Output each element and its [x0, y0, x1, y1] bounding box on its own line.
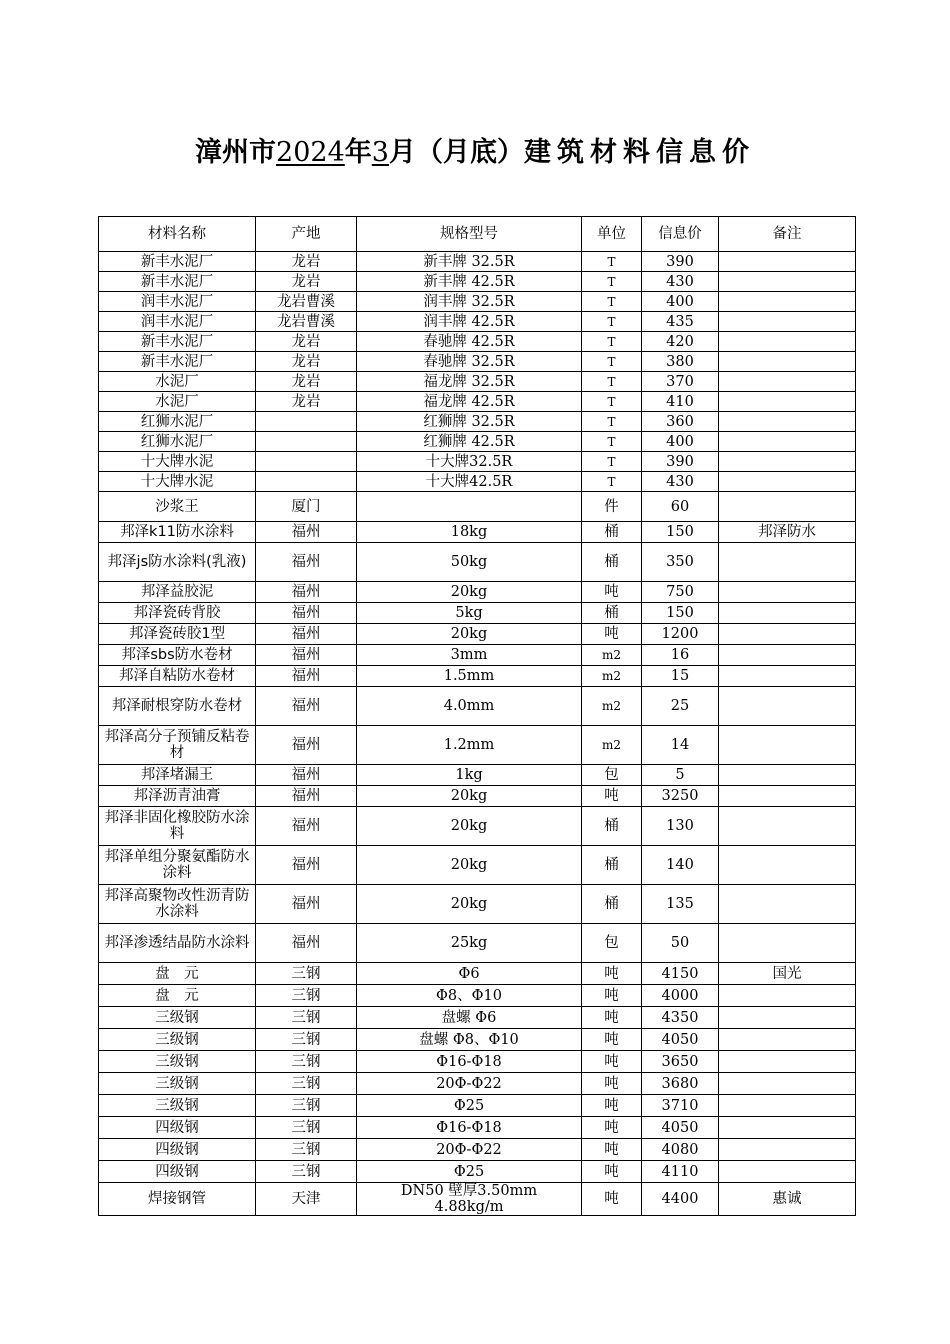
- cell-unit: T: [582, 372, 642, 392]
- cell-unit: 桶: [582, 846, 642, 885]
- cell-note: [719, 726, 856, 765]
- cell-unit: T: [582, 312, 642, 332]
- cell-origin: 龙岩: [256, 372, 357, 392]
- table-row: [99, 645, 856, 666]
- cell-origin: 龙岩: [256, 272, 357, 292]
- cell-price: 4080: [642, 1139, 719, 1161]
- cell-origin: 龙岩曹溪: [256, 292, 357, 312]
- table-row: [99, 492, 856, 522]
- cell-price: 150: [642, 603, 719, 624]
- table-row: [99, 1139, 856, 1161]
- cell-material-name: 新丰水泥厂: [99, 252, 256, 272]
- cell-note: [719, 1051, 856, 1073]
- cell-material-name: 水泥厂: [99, 372, 256, 392]
- cell-spec: Φ8、Φ10: [357, 985, 582, 1007]
- cell-spec: Φ25: [357, 1095, 582, 1117]
- cell-price: 3710: [642, 1095, 719, 1117]
- cell-material-name: 沙浆王: [99, 492, 256, 522]
- cell-origin: 福州: [256, 603, 357, 624]
- table-row: [99, 1007, 856, 1029]
- page-title: [0, 133, 950, 173]
- cell-origin: 三钢: [256, 1095, 357, 1117]
- cell-spec: 红狮牌 32.5R: [357, 412, 582, 432]
- cell-unit: 吨: [582, 985, 642, 1007]
- cell-material-name: 盘 元: [99, 985, 256, 1007]
- cell-origin: 龙岩: [256, 392, 357, 412]
- cell-material-name: 邦泽k11防水涂料: [99, 522, 256, 543]
- cell-unit: m2: [582, 666, 642, 687]
- cell-unit: T: [582, 292, 642, 312]
- cell-material-name: 新丰水泥厂: [99, 352, 256, 372]
- table-row: [99, 472, 856, 492]
- cell-spec: 十大牌42.5R: [357, 472, 582, 492]
- table-row: [99, 1029, 856, 1051]
- cell-spec: 春驰牌 42.5R: [357, 332, 582, 352]
- cell-origin: 福州: [256, 846, 357, 885]
- cell-note: [719, 272, 856, 292]
- cell-spec: DN50 壁厚3.50mm 4.88kg/m: [357, 1183, 582, 1216]
- cell-origin: 三钢: [256, 985, 357, 1007]
- table-row: [99, 292, 856, 312]
- cell-unit: T: [582, 412, 642, 432]
- header-origin: 产地: [256, 217, 357, 252]
- cell-spec: 20kg: [357, 807, 582, 846]
- cell-origin: 天津: [256, 1183, 357, 1216]
- cell-unit: T: [582, 352, 642, 372]
- table-row: [99, 392, 856, 412]
- cell-origin: 龙岩: [256, 332, 357, 352]
- cell-unit: m2: [582, 687, 642, 726]
- cell-price: 360: [642, 412, 719, 432]
- cell-material-name: 润丰水泥厂: [99, 292, 256, 312]
- header-note: 备注: [719, 217, 856, 252]
- cell-price: 435: [642, 312, 719, 332]
- title-year-suffix: 年: [344, 137, 372, 168]
- cell-material-name: 红狮水泥厂: [99, 432, 256, 452]
- cell-note: [719, 765, 856, 786]
- cell-note: [719, 492, 856, 522]
- cell-material-name: 三级钢: [99, 1051, 256, 1073]
- cell-spec: Φ25: [357, 1161, 582, 1183]
- cell-unit: 桶: [582, 543, 642, 582]
- cell-note: [719, 924, 856, 963]
- table-row: [99, 1095, 856, 1117]
- table-row: [99, 272, 856, 292]
- cell-note: [719, 846, 856, 885]
- cell-spec: 20kg: [357, 885, 582, 924]
- cell-unit: 吨: [582, 624, 642, 645]
- cell-unit: m2: [582, 645, 642, 666]
- table-row: [99, 963, 856, 985]
- cell-origin: 三钢: [256, 1073, 357, 1095]
- cell-price: 16: [642, 645, 719, 666]
- cell-price: 4400: [642, 1183, 719, 1216]
- cell-origin: 福州: [256, 666, 357, 687]
- table-row: [99, 452, 856, 472]
- cell-note: [719, 786, 856, 807]
- cell-unit: 吨: [582, 1007, 642, 1029]
- cell-origin: 福州: [256, 885, 357, 924]
- cell-unit: 吨: [582, 1139, 642, 1161]
- cell-note: [719, 624, 856, 645]
- cell-note: 国光: [719, 963, 856, 985]
- cell-origin: 三钢: [256, 963, 357, 985]
- cell-spec: 新丰牌 42.5R: [357, 272, 582, 292]
- table-row: [99, 885, 856, 924]
- title-month: 3: [371, 137, 389, 168]
- cell-note: [719, 543, 856, 582]
- cell-material-name: 三级钢: [99, 1029, 256, 1051]
- cell-unit: 吨: [582, 1183, 642, 1216]
- cell-unit: 吨: [582, 963, 642, 985]
- cell-material-name: 邦泽瓷砖胶1型: [99, 624, 256, 645]
- cell-origin: 福州: [256, 765, 357, 786]
- table-row: [99, 726, 856, 765]
- cell-note: [719, 885, 856, 924]
- table-row: [99, 432, 856, 452]
- title-subject: 建筑材料信息价: [523, 137, 755, 168]
- cell-origin: 三钢: [256, 1051, 357, 1073]
- cell-material-name: 邦泽堵漏王: [99, 765, 256, 786]
- header-price: 信息价: [642, 217, 719, 252]
- cell-unit: T: [582, 252, 642, 272]
- cell-unit: 吨: [582, 1029, 642, 1051]
- cell-price: 5: [642, 765, 719, 786]
- cell-material-name: 邦泽高分子预铺反粘卷材: [99, 726, 256, 765]
- cell-spec: 1.5mm: [357, 666, 582, 687]
- cell-unit: 吨: [582, 1095, 642, 1117]
- cell-price: 3680: [642, 1073, 719, 1095]
- cell-origin: 厦门: [256, 492, 357, 522]
- cell-material-name: 十大牌水泥: [99, 452, 256, 472]
- cell-material-name: 盘 元: [99, 963, 256, 985]
- cell-note: [719, 582, 856, 603]
- cell-spec: Φ16-Φ18: [357, 1117, 582, 1139]
- title-month-suffix: 月（月底）: [388, 137, 524, 168]
- cell-origin: 福州: [256, 522, 357, 543]
- cell-note: 邦泽防水: [719, 522, 856, 543]
- table-row: [99, 582, 856, 603]
- cell-material-name: 邦泽单组分聚氨酯防水涂料: [99, 846, 256, 885]
- cell-note: [719, 352, 856, 372]
- cell-origin: [256, 472, 357, 492]
- table-row: [99, 1051, 856, 1073]
- cell-material-name: 三级钢: [99, 1095, 256, 1117]
- cell-spec: 20Φ-Φ22: [357, 1139, 582, 1161]
- cell-note: [719, 392, 856, 412]
- cell-origin: 三钢: [256, 1161, 357, 1183]
- cell-unit: 包: [582, 924, 642, 963]
- cell-spec: 3mm: [357, 645, 582, 666]
- cell-note: [719, 472, 856, 492]
- cell-price: 4050: [642, 1117, 719, 1139]
- table-body: [99, 252, 856, 1216]
- cell-origin: 福州: [256, 687, 357, 726]
- cell-price: 150: [642, 522, 719, 543]
- cell-spec: 1.2mm: [357, 726, 582, 765]
- table-row: [99, 543, 856, 582]
- cell-note: [719, 292, 856, 312]
- table-row: [99, 332, 856, 352]
- cell-material-name: 邦泽益胶泥: [99, 582, 256, 603]
- cell-spec: 25kg: [357, 924, 582, 963]
- cell-material-name: 润丰水泥厂: [99, 312, 256, 332]
- cell-unit: T: [582, 432, 642, 452]
- cell-spec: 福龙牌 32.5R: [357, 372, 582, 392]
- cell-origin: 福州: [256, 624, 357, 645]
- cell-unit: T: [582, 472, 642, 492]
- table-row: [99, 666, 856, 687]
- cell-spec: Φ16-Φ18: [357, 1051, 582, 1073]
- cell-origin: 龙岩曹溪: [256, 312, 357, 332]
- cell-unit: T: [582, 452, 642, 472]
- cell-material-name: 邦泽渗透结晶防水涂料: [99, 924, 256, 963]
- cell-origin: [256, 432, 357, 452]
- table-row: [99, 985, 856, 1007]
- cell-origin: 龙岩: [256, 352, 357, 372]
- cell-unit: 吨: [582, 1073, 642, 1095]
- header-spec: 规格型号: [357, 217, 582, 252]
- cell-origin: 三钢: [256, 1029, 357, 1051]
- cell-unit: 吨: [582, 1117, 642, 1139]
- cell-unit: 桶: [582, 885, 642, 924]
- cell-price: 4350: [642, 1007, 719, 1029]
- cell-material-name: 邦泽耐根穿防水卷材: [99, 687, 256, 726]
- header-unit: 单位: [582, 217, 642, 252]
- cell-note: [719, 252, 856, 272]
- cell-spec: 新丰牌 32.5R: [357, 252, 582, 272]
- cell-price: 390: [642, 252, 719, 272]
- cell-price: 430: [642, 272, 719, 292]
- cell-note: [719, 1029, 856, 1051]
- table-row: [99, 807, 856, 846]
- cell-spec: 福龙牌 42.5R: [357, 392, 582, 412]
- cell-material-name: 新丰水泥厂: [99, 272, 256, 292]
- cell-unit: 包: [582, 765, 642, 786]
- cell-spec: 20Φ-Φ22: [357, 1073, 582, 1095]
- cell-origin: 三钢: [256, 1139, 357, 1161]
- cell-origin: 三钢: [256, 1007, 357, 1029]
- cell-unit: T: [582, 332, 642, 352]
- cell-unit: 件: [582, 492, 642, 522]
- cell-spec: 润丰牌 42.5R: [357, 312, 582, 332]
- cell-origin: 福州: [256, 726, 357, 765]
- cell-note: [719, 372, 856, 392]
- cell-price: 430: [642, 472, 719, 492]
- table-row: [99, 372, 856, 392]
- cell-spec: 十大牌32.5R: [357, 452, 582, 472]
- table-row: [99, 412, 856, 432]
- table-row: [99, 603, 856, 624]
- table-row: [99, 846, 856, 885]
- cell-unit: 吨: [582, 1051, 642, 1073]
- cell-price: 410: [642, 392, 719, 412]
- cell-unit: 桶: [582, 807, 642, 846]
- cell-price: 380: [642, 352, 719, 372]
- cell-price: 350: [642, 543, 719, 582]
- table-row: [99, 624, 856, 645]
- table-row: [99, 1073, 856, 1095]
- cell-spec: 1kg: [357, 765, 582, 786]
- cell-spec: 春驰牌 32.5R: [357, 352, 582, 372]
- cell-note: [719, 1007, 856, 1029]
- cell-material-name: 红狮水泥厂: [99, 412, 256, 432]
- cell-note: [719, 1095, 856, 1117]
- cell-price: 3250: [642, 786, 719, 807]
- cell-spec: Φ6: [357, 963, 582, 985]
- cell-material-name: 邦泽非固化橡胶防水涂料: [99, 807, 256, 846]
- header-material-name: 材料名称: [99, 217, 256, 252]
- title-year: 2024: [276, 137, 345, 168]
- cell-price: 3650: [642, 1051, 719, 1073]
- cell-origin: 龙岩: [256, 252, 357, 272]
- cell-material-name: 十大牌水泥: [99, 472, 256, 492]
- cell-price: 25: [642, 687, 719, 726]
- cell-note: [719, 666, 856, 687]
- cell-price: 15: [642, 666, 719, 687]
- cell-price: 60: [642, 492, 719, 522]
- cell-spec: 20kg: [357, 624, 582, 645]
- cell-spec: 20kg: [357, 846, 582, 885]
- title-city: 漳州市: [195, 137, 277, 168]
- cell-price: 1200: [642, 624, 719, 645]
- cell-material-name: 四级钢: [99, 1117, 256, 1139]
- cell-note: [719, 603, 856, 624]
- cell-unit: 桶: [582, 522, 642, 543]
- cell-unit: T: [582, 392, 642, 412]
- cell-unit: 吨: [582, 1161, 642, 1183]
- cell-spec: 18kg: [357, 522, 582, 543]
- cell-material-name: 邦泽sbs防水卷材: [99, 645, 256, 666]
- cell-spec: 20kg: [357, 582, 582, 603]
- cell-price: 14: [642, 726, 719, 765]
- cell-price: 750: [642, 582, 719, 603]
- table-row: [99, 1117, 856, 1139]
- table-row: [99, 924, 856, 963]
- cell-spec: 盘螺 Φ8、Φ10: [357, 1029, 582, 1051]
- cell-note: [719, 1117, 856, 1139]
- cell-origin: 福州: [256, 645, 357, 666]
- cell-material-name: 邦泽自粘防水卷材: [99, 666, 256, 687]
- cell-origin: 三钢: [256, 1117, 357, 1139]
- table-row: [99, 687, 856, 726]
- cell-price: 420: [642, 332, 719, 352]
- cell-material-name: 三级钢: [99, 1007, 256, 1029]
- cell-note: [719, 1073, 856, 1095]
- cell-origin: 福州: [256, 924, 357, 963]
- cell-spec: 20kg: [357, 786, 582, 807]
- cell-unit: 桶: [582, 603, 642, 624]
- cell-material-name: 焊接钢管: [99, 1183, 256, 1216]
- cell-material-name: 三级钢: [99, 1073, 256, 1095]
- cell-price: 4050: [642, 1029, 719, 1051]
- table-row: [99, 1161, 856, 1183]
- cell-spec: 盘螺 Φ6: [357, 1007, 582, 1029]
- table-row: [99, 312, 856, 332]
- cell-origin: [256, 452, 357, 472]
- cell-origin: 福州: [256, 807, 357, 846]
- cell-origin: 福州: [256, 582, 357, 603]
- cell-unit: 吨: [582, 786, 642, 807]
- cell-note: [719, 807, 856, 846]
- cell-note: [719, 645, 856, 666]
- cell-note: [719, 1161, 856, 1183]
- cell-spec: 红狮牌 42.5R: [357, 432, 582, 452]
- cell-price: 50: [642, 924, 719, 963]
- cell-price: 400: [642, 292, 719, 312]
- cell-material-name: 邦泽沥青油膏: [99, 786, 256, 807]
- cell-note: 惠诚: [719, 1183, 856, 1216]
- cell-spec: 5kg: [357, 603, 582, 624]
- cell-material-name: 四级钢: [99, 1161, 256, 1183]
- cell-origin: 福州: [256, 543, 357, 582]
- cell-note: [719, 412, 856, 432]
- cell-material-name: 四级钢: [99, 1139, 256, 1161]
- cell-spec: 润丰牌 32.5R: [357, 292, 582, 312]
- cell-origin: 福州: [256, 786, 357, 807]
- price-table: [98, 216, 856, 1216]
- cell-note: [719, 312, 856, 332]
- cell-price: 4150: [642, 963, 719, 985]
- table-row: [99, 1183, 856, 1216]
- cell-material-name: 邦泽瓷砖背胶: [99, 603, 256, 624]
- table-row: [99, 252, 856, 272]
- cell-material-name: 新丰水泥厂: [99, 332, 256, 352]
- cell-material-name: 水泥厂: [99, 392, 256, 412]
- cell-note: [719, 432, 856, 452]
- cell-unit: 吨: [582, 582, 642, 603]
- cell-price: 135: [642, 885, 719, 924]
- cell-material-name: 邦泽高聚物改性沥青防水涂料: [99, 885, 256, 924]
- cell-price: 4000: [642, 985, 719, 1007]
- cell-note: [719, 1139, 856, 1161]
- cell-note: [719, 985, 856, 1007]
- cell-spec: 50kg: [357, 543, 582, 582]
- cell-spec: [357, 492, 582, 522]
- cell-material-name: 邦泽js防水涂料(乳液): [99, 543, 256, 582]
- table-row: [99, 765, 856, 786]
- table-row: [99, 522, 856, 543]
- cell-price: 140: [642, 846, 719, 885]
- table-row: [99, 352, 856, 372]
- cell-note: [719, 687, 856, 726]
- cell-note: [719, 452, 856, 472]
- cell-unit: m2: [582, 726, 642, 765]
- cell-unit: T: [582, 272, 642, 292]
- cell-note: [719, 332, 856, 352]
- cell-price: 370: [642, 372, 719, 392]
- cell-spec: 4.0mm: [357, 687, 582, 726]
- cell-price: 130: [642, 807, 719, 846]
- cell-price: 400: [642, 432, 719, 452]
- cell-price: 390: [642, 452, 719, 472]
- table-header-row: [99, 217, 856, 252]
- cell-price: 4110: [642, 1161, 719, 1183]
- table-row: [99, 786, 856, 807]
- cell-origin: [256, 412, 357, 432]
